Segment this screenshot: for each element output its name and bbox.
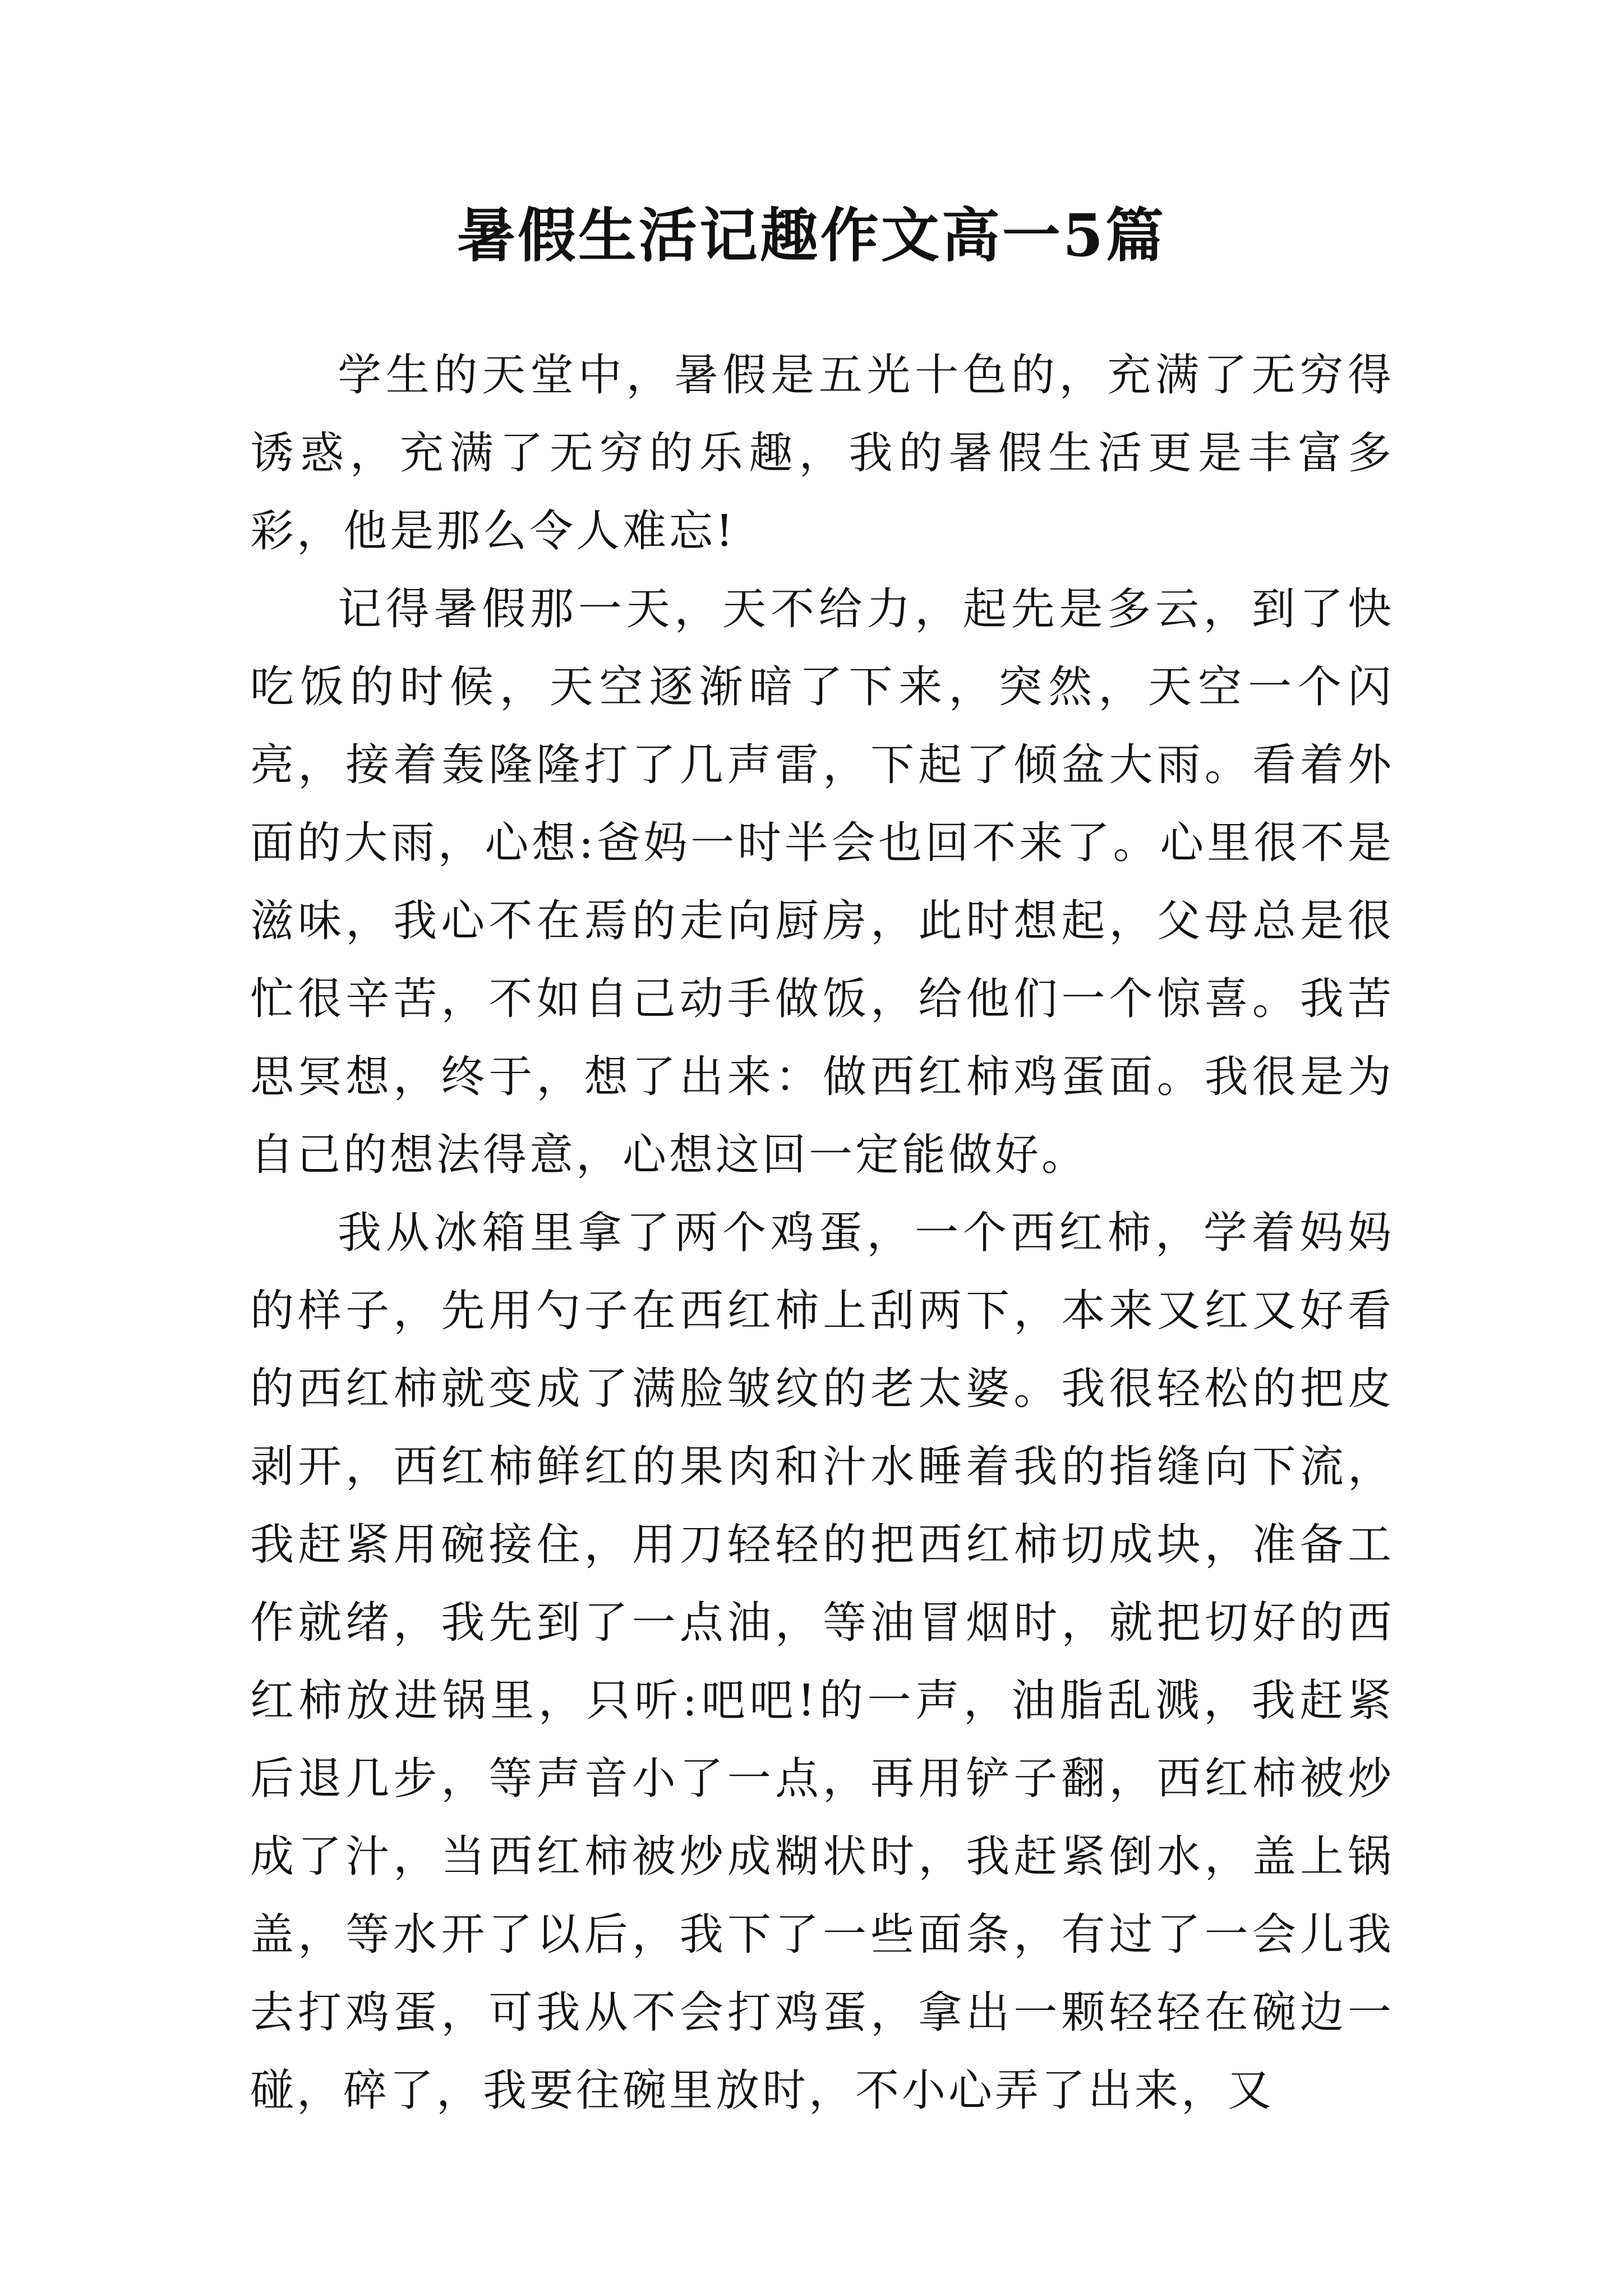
document-title: 暑假生活记趣作文高一5篇: [457, 201, 1166, 270]
paragraph-1: 学生的天堂中，暑假是五光十色的，充满了无穷得诱惑，充满了无穷的乐趣，我的暑假生活更是丰富多彩，他是那么令人难忘!: [250, 350, 1394, 556]
paragraph-3: 我从冰箱里拿了两个鸡蛋，一个西红柿，学着妈妈的样子，先用勺子在西红柿上刮两下，本来又红又好看的西红柿就变成了满脸皱纹的老太婆。我很轻松的把皮剥开，西红柿鲜红的果肉和汁水睡着我的指缝向下流，我赶紧用碗接住，用刀轻轻的把西红柿切成块，准备工作就绪，我先到了一点油，等油冒烟时，就把切好的西红柿放进锅里，只听:吧吧!的一声，油脂乱溅，我赶紧后退几步，等声音小了一点，再用铲子翻，西红柿被炒成了汁，当西红柿被炒成糊状时，我赶紧倒水，盖上锅盖，等水开了以后，我下了一些面条，有过了一会儿我去打鸡蛋，可我从不会打鸡蛋，拿出一颗轻轻在碗边一碰，碎了，我要往碗里放时，不小心弄了出来，又: [250, 1208, 1394, 2116]
document-body: [250, 337, 1394, 2130]
paragraph-2: 记得暑假那一天，天不给力，起先是多云，到了快吃饭的时候，天空逐渐暗了下来，突然，天空一个闪亮，接着轰隆隆打了几声雷，下起了倾盆大雨。看着外面的大雨，心想:爸妈一时半会也回不来了。心里很不是滋味，我心不在焉的走向厨房，此时想起，父母总是很忙很辛苦，不如自己动手做饭，给他们一个惊喜。我苦思冥想，终于，想了出来：做西红柿鸡蛋面。我很是为自己的想法得意，心想这回一定能做好。: [250, 584, 1394, 1180]
